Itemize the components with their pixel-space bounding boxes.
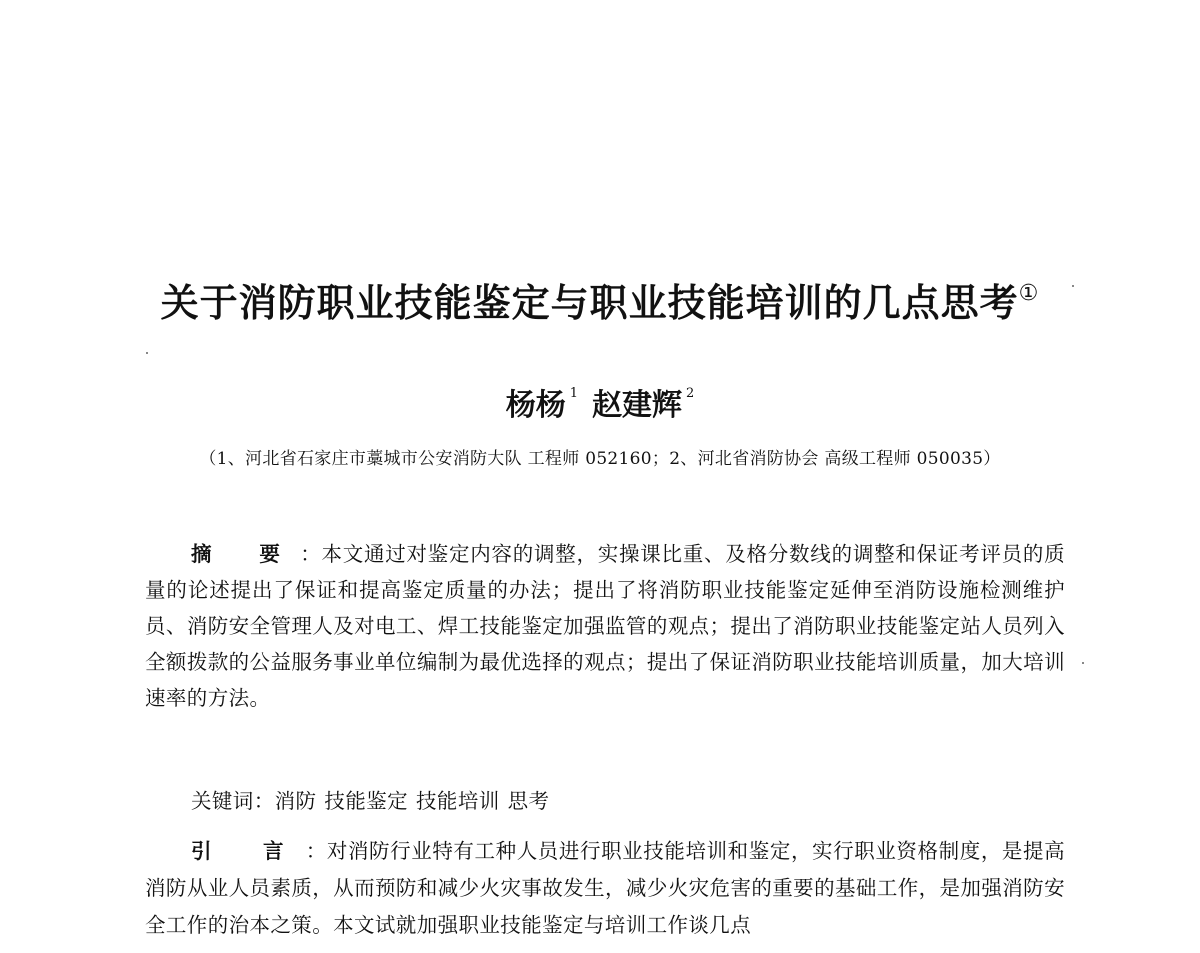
author-line <box>0 380 1200 424</box>
author-name: 杨杨 <box>505 388 566 423</box>
abstract-text: 本文通过对鉴定内容的调整，实操课比重、及格分数线的调整和保证考评员的质量的论述提出了保证和提高鉴定质量的办法；提出了将消防职业技能鉴定延伸至消防设施检测维护员、消防安全管理人及对电工、焊工技能鉴定加强监管的观点；提出了消防职业技能鉴定站人员列入全额拨款的公益服务事业单位编制为最优选择的观点；提出了保证消防职业技能培训质量，加大培训速率的方法。 <box>145 542 1066 710</box>
keywords-separator: ： <box>253 789 275 813</box>
intro-text: 对消防行业特有工种人员进行职业技能培训和鉴定，实行职业资格制度，是提高消防从业人员素质，从而预防和减少火灾事故发生，减少火灾危害的重要的基础工作，是加强消防安全工作的治本之策。本文试就加强职业技能鉴定与培训工作谈几点 <box>145 839 1066 937</box>
keyword-item: 思考 <box>507 789 550 813</box>
intro-separator: ： <box>305 839 327 863</box>
title-text: 关于消防职业技能鉴定与职业技能培训的几点思考 <box>160 281 1019 325</box>
affiliation-line: （1、河北省石家庄市藁城市公安消防大队 工程师 052160；2、河北省消防协会 高级工程师 050035） <box>199 449 1001 469</box>
author-name: 赵建辉 <box>592 388 682 423</box>
author-affiliation-mark: 1 <box>569 386 578 401</box>
intro-paragraph <box>145 833 1065 944</box>
keyword-item: 技能鉴定 <box>324 789 409 813</box>
paper-title <box>0 272 1200 327</box>
abstract-separator: ： <box>300 542 322 566</box>
keyword-item: 技能培训 <box>416 789 500 813</box>
scan-speck <box>146 352 148 354</box>
scan-speck <box>1082 662 1084 664</box>
author-1 <box>506 380 578 424</box>
abstract-paragraph <box>145 536 1065 716</box>
keyword-item: 消防 <box>274 789 317 813</box>
intro-label: 引 言 <box>191 839 306 863</box>
keywords-label: 关键词 <box>191 789 254 813</box>
title-footnote-mark: ① <box>1018 281 1040 306</box>
author-2 <box>592 380 694 424</box>
author-affiliation-mark: 2 <box>686 386 695 401</box>
scan-speck <box>1072 285 1074 287</box>
keywords-line <box>145 783 1065 819</box>
abstract-label: 摘 要 <box>191 542 301 566</box>
